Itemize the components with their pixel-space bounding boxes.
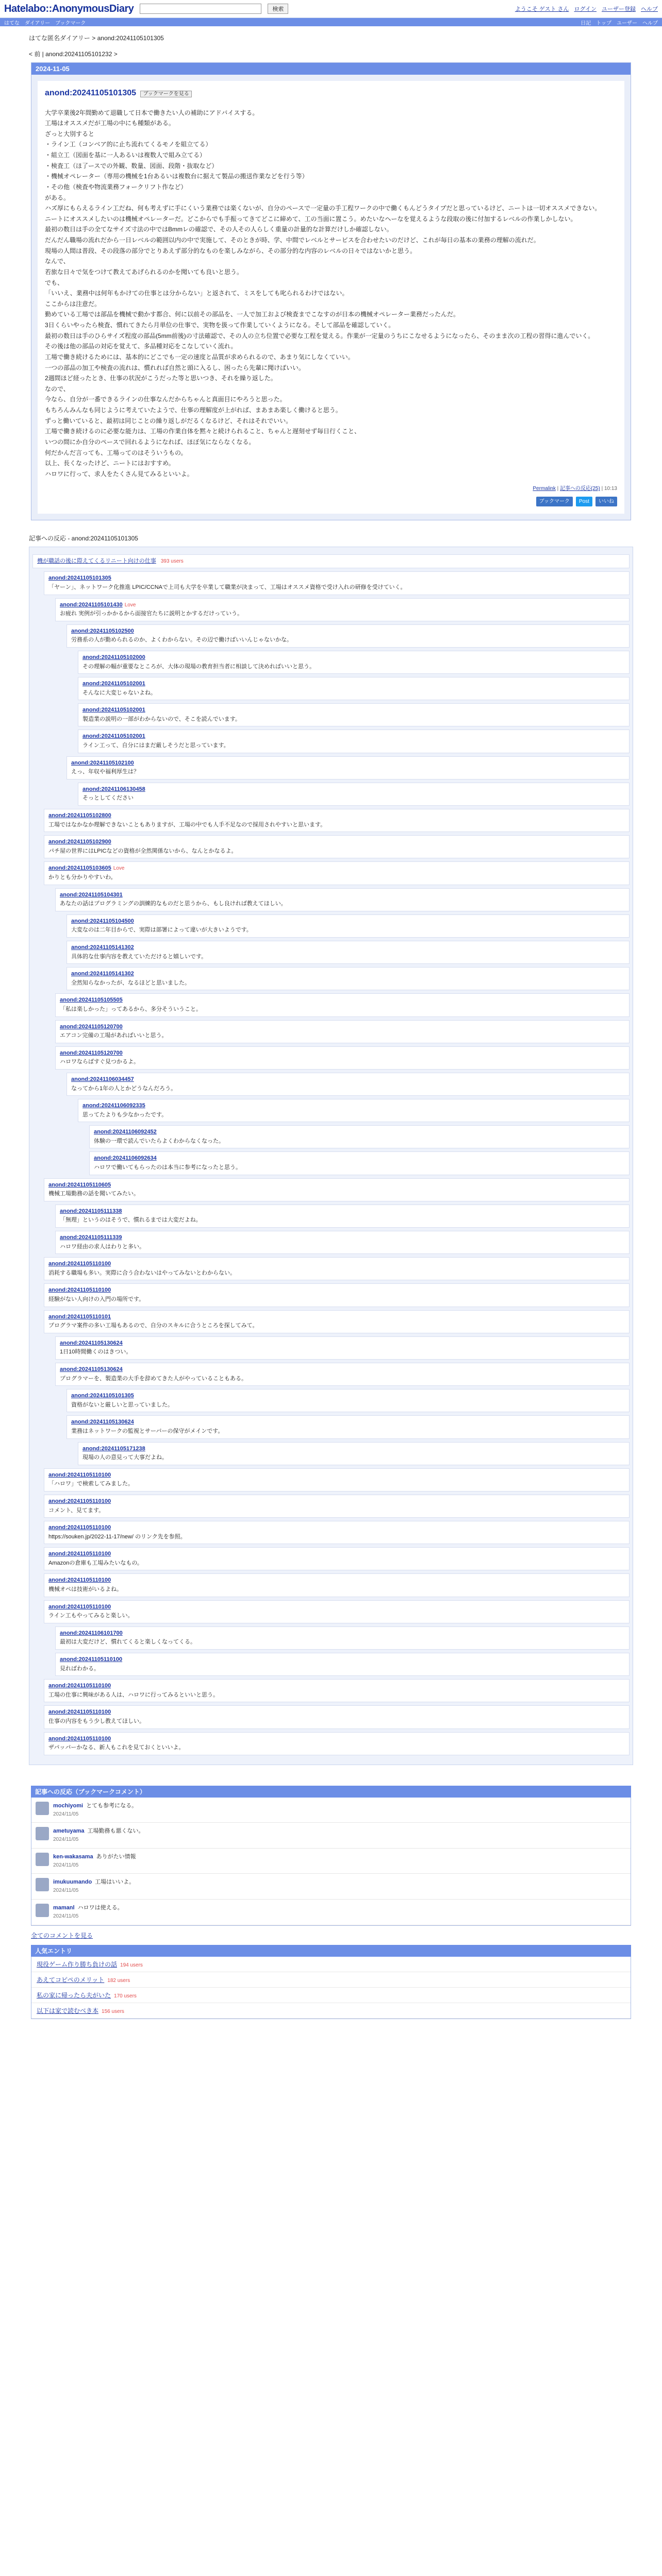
comment-text: ザパッパーかなる、新人もこれを見ておくといいよ。	[48, 1744, 185, 1751]
share-bookmark-button[interactable]: ブックマーク	[536, 497, 573, 506]
comment-id-link[interactable]: anond:20241105141302	[71, 944, 134, 951]
comment-item	[78, 783, 630, 806]
comment-text: 「ヤーン」、ネットワーク化推進 LPIC/CCNAで上司も大学を卒業して職業が決まって、工場はオススメ資格で受け入れの研修を受けていく。	[48, 584, 406, 590]
comment-item	[55, 1363, 630, 1386]
comment-item	[44, 1547, 630, 1570]
comment-id-link[interactable]: anond:20241105110100	[48, 1551, 111, 1557]
comment-item	[55, 1231, 630, 1254]
article-body	[45, 108, 617, 480]
comment-item	[44, 1600, 630, 1623]
comment-item	[44, 1283, 630, 1307]
comment-item	[67, 914, 630, 938]
article-paragraph: ・ライン工（コンベア的に止ち流れてくるモノを組立てる）	[45, 141, 212, 148]
comment-item	[55, 888, 630, 911]
comment-text: 全然知らなかったが、なるほどと思いました。	[71, 979, 190, 986]
comment-item	[44, 1521, 630, 1544]
avatar[interactable]	[36, 1827, 49, 1840]
article-paragraph: ・機械オペレーター（専用の機械を1台あるいは複数台に据えて製品の搬送作業などを行う等）	[45, 173, 308, 180]
comment-item	[55, 993, 630, 1016]
comment-item	[55, 1205, 630, 1228]
comment-item	[89, 1125, 630, 1148]
parent-entry-link[interactable]: 機が職話の後に際えてくるリニート向けの仕事	[37, 557, 156, 564]
comment-id-link[interactable]: anond:20241106092335	[82, 1103, 145, 1109]
comment-item	[55, 598, 630, 621]
comment-item	[67, 967, 630, 990]
comments-tree	[29, 547, 633, 1765]
avatar[interactable]	[36, 1853, 49, 1866]
responses-link[interactable]: 記事への反応(25)	[560, 486, 600, 492]
article-paragraph: でも、	[45, 279, 64, 286]
comment-item	[67, 1073, 630, 1096]
comment-id-link[interactable]: anond:20241105104500	[71, 918, 134, 924]
comment-id-link[interactable]: anond:20241105102100	[71, 759, 134, 766]
article-paragraph: 大学卒業後2年間勤めて退職して日本で働きたい人の補助にアドバイスする。	[45, 109, 259, 116]
bookmark-comment	[31, 1849, 631, 1874]
comment-text: そんなに大変じゃないよね。	[82, 689, 156, 696]
bluebar-left-0[interactable]: はてな	[4, 20, 20, 26]
avatar[interactable]	[36, 1878, 49, 1891]
bookmark-meta: 2024/11/05	[53, 1811, 79, 1817]
bookmark-username[interactable]: mamanl	[53, 1904, 75, 1911]
comment-item	[44, 809, 630, 832]
article-paragraph: ・検査工（ほ了ースでの外観、数量、図面、段階・抜取など）	[45, 162, 218, 170]
comment-id-link[interactable]: anond:20241105171238	[82, 1445, 145, 1452]
article-paragraph: ハロワに行って、求人をたくさん見てみるといいよ。	[45, 470, 193, 478]
comment-item	[67, 1389, 630, 1412]
popular-list	[31, 1957, 631, 2019]
comment-item	[89, 1151, 630, 1175]
comment-id-link[interactable]: anond:20241105130624	[60, 1366, 123, 1372]
article-title-link[interactable]: anond:20241105101305	[45, 89, 137, 97]
header-link-help[interactable]: ヘルプ	[641, 6, 658, 12]
article-paragraph: 「いいえ、業務中は何年もかけての仕事とは分からない」と返されて、ミスをしても叱られるわけではない。	[45, 290, 349, 297]
comment-item	[78, 1099, 630, 1122]
comment-item	[44, 1495, 630, 1518]
bluebar-right-1[interactable]: トップ	[596, 20, 611, 26]
comment-id-link[interactable]: anond:20241105110100	[60, 1656, 123, 1663]
header-link-login[interactable]: ログイン	[574, 6, 597, 12]
comment-text: 経験がない人向けの入門の場所です。	[48, 1296, 145, 1303]
comment-text: プログラマーを、製造業の大手を辞めてきた人がやっていることもある。	[60, 1375, 247, 1382]
article-paragraph: 2週間ほど経ったとき、仕事の状況がこうだった等と思いつき、それを繰り返した。	[45, 375, 277, 382]
popular-entry-link[interactable]: 現役ゲーム作り勝ち負けの話	[37, 1960, 118, 1968]
comment-item	[67, 941, 630, 964]
bookmark-text: ハロワは使える。	[77, 1904, 123, 1911]
comment-item	[67, 1415, 630, 1438]
comment-text: えっ、年収や福利厚生は？	[71, 769, 139, 775]
article-paragraph: 若旅な日々で気をつけて教えてあげられるのかを聞いても良いと思う。	[45, 268, 243, 276]
logo-sub: AnonymousDiary	[52, 3, 134, 14]
comment-item	[44, 571, 630, 595]
comment-item	[67, 756, 630, 779]
comment-item	[78, 703, 630, 726]
comment-item	[44, 1705, 630, 1728]
comment-id-link[interactable]: anond:20241106092452	[94, 1129, 157, 1136]
comment-text: 現場の人の意見って大事だよね。	[82, 1454, 168, 1461]
article-paragraph: 現場の人間は普段、その段落の部分でとりあえず部分的なものを楽しみながら、その部分的な内容のレベルの日々ではないかと思う。	[45, 247, 417, 255]
comment-text: コメント、見てます。	[48, 1507, 105, 1514]
responses-heading: 記事への反応 - anond:20241105101305	[29, 534, 138, 542]
entry-nav[interactable]: < 前 | anond:20241105101232 >	[29, 50, 118, 58]
bookmark-username[interactable]: ametuyama	[53, 1828, 85, 1835]
article-paragraph: ハズ厚にもらえるライン工だね、何も考えずに手にくいう業務では楽くないが、自分のペースで一定量の手工程ワークの中で働くもんどうタイプだと思っているけど、ニートは一切オススメできない。	[45, 205, 601, 212]
comment-text: ライン工もやってみると楽しい。	[48, 1613, 134, 1619]
comment-text: 機械オペは技術がいるよね。	[48, 1586, 122, 1593]
breadcrumb[interactable]: はてな匿名ダイアリー > anond:20241105101305	[29, 35, 164, 42]
article-paragraph: ずっと働いていると、最初は同じことの繰り返しがだるくなるけど、それはそれでいい。	[45, 417, 292, 425]
comment-text: あなたの話はプログラミングの訓練的なものだと思うから、もし良ければ教えてほしい。	[60, 901, 287, 907]
bookmark-meta: 2024/11/05	[53, 1888, 79, 1894]
article-paragraph: 工場で働き続けるためには、基本的にどこでも一定の速度と品質が求められるので、あまり気にしなくていい。	[45, 353, 354, 361]
avatar[interactable]	[36, 1904, 49, 1917]
popular-entry	[31, 1988, 631, 2003]
comment-id-link[interactable]: anond:20241105102500	[71, 628, 134, 634]
comment-item	[44, 1573, 630, 1597]
comment-id-link[interactable]: anond:20241105104301	[60, 891, 123, 898]
bookmark-comments-list	[31, 1798, 631, 1926]
comment-text: 1日10時間働くのはきつい。	[60, 1349, 132, 1355]
comment-text: エアコン完備の工場があればいいと思う。	[60, 1032, 168, 1039]
comment-item	[44, 1257, 630, 1280]
popular-entry-users: 170 users	[114, 1993, 137, 1999]
comment-id-link[interactable]: anond:20241105141302	[71, 971, 134, 977]
bookmark-comment	[31, 1874, 631, 1900]
comment-text: 大変なのは二年目からで、実際は部署によって違いが大きいようです。	[71, 927, 252, 934]
bookmark-username[interactable]: ken-wakasama	[53, 1853, 93, 1860]
bookmark-meta: 2024/11/05	[53, 1913, 79, 1920]
article-paragraph: 3日くらいやったら検査、慣れてきたら月単位の仕事で、実物を扱って作業していくようになる。そして部品を確認していく。	[45, 321, 395, 329]
comment-id-link[interactable]: anond:20241105110100	[48, 1577, 111, 1584]
comment-item	[55, 1046, 630, 1070]
comment-item	[78, 677, 630, 700]
article-paragraph: 勤めている工場では部品を機械で動かす都合、何に以前その部品を、一人で加工および検査までこなすのが日本の機械オペレーター業務だったんだ。	[45, 311, 460, 318]
comment-id-link[interactable]: anond:20241105110100	[48, 1524, 111, 1531]
comment-text: そっとしてください	[82, 795, 134, 802]
comment-item	[78, 1442, 630, 1465]
comment-id-link[interactable]: anond:20241105110605	[48, 1181, 111, 1188]
comment-id-link[interactable]: anond:20241105110100	[48, 1603, 111, 1610]
bookmark-comment-body	[53, 1904, 123, 1921]
comment-item	[55, 1653, 630, 1676]
comment-text: 「ハロワ」で検索してみました。	[48, 1481, 134, 1487]
comment-item	[44, 835, 630, 858]
comment-love-badge: Love	[124, 602, 136, 608]
article-paragraph: ニートにオススメしたいのは機械オペレーターだ。どこからでも手振ってきてどこに締めて、工の当面に置こう。めたいなヘーなを覚えるような段取の後に付加するレベルの作業しかしない。	[45, 215, 577, 223]
article-paragraph: 最初の数日は手のひらサイズ程度の部品(5mm前後)の寸法確認で、その人の立ち位置で必要な工程を覚える。作業が一定量のうちにこなせるようになったら、そのまま次の工程の習得に進んでいく。	[45, 332, 594, 340]
comment-id-link[interactable]: anond:20241105111338	[60, 1208, 122, 1214]
article-paragraph: その後は他の部品の対応を覚えて、多品種対応をこなしていく流れ。	[45, 343, 237, 350]
comment-id-link[interactable]: anond:20241105130624	[71, 1419, 134, 1426]
comment-text: ライン工って、自分にはまだ厳しそうだと思っています。	[82, 742, 229, 749]
popular-entry-link[interactable]: 以下は家で読むべき本	[37, 2007, 99, 2014]
comment-text: ハロワ経由の求人はわりと多い。	[60, 1243, 145, 1250]
parent-entry-users: 393 users	[160, 558, 184, 564]
article	[38, 81, 624, 514]
comment-love-badge: Love	[113, 866, 125, 872]
comment-id-link[interactable]: anond:20241105120700	[60, 1049, 123, 1056]
comment-item	[44, 1679, 630, 1702]
popular-heading: 人気エントリ	[31, 1945, 631, 1957]
comment-id-link[interactable]: anond:20241105111339	[60, 1234, 122, 1241]
bookmark-comment-body	[53, 1878, 135, 1895]
article-paragraph: なんで、	[45, 258, 70, 265]
share-like-button[interactable]: いいね	[595, 497, 617, 506]
bookmark-username[interactable]: imukuumando	[53, 1879, 92, 1886]
comment-id-link[interactable]: anond:20241105110100	[48, 1261, 111, 1267]
comment-text: 体験の一環で読んでいたらよくわからなくなった。	[94, 1138, 224, 1144]
comment-id-link[interactable]: anond:20241105102001	[82, 707, 145, 714]
top-bar	[0, 0, 662, 18]
article-title	[45, 86, 617, 100]
comment-item	[44, 1310, 630, 1333]
comment-id-link[interactable]: anond:20241106034457	[71, 1076, 134, 1082]
bookmark-comment-body	[53, 1827, 144, 1844]
comment-text: 消耗する職場も多い。実際に合う合わないはやってみないとわからない。	[48, 1269, 236, 1276]
comment-id-link[interactable]: anond:20241105110100	[48, 1498, 111, 1504]
popular-entry	[31, 2003, 631, 2019]
article-paragraph: なので、	[45, 385, 70, 393]
article-paragraph: 一つの部品の加工や検査の流れは、慣れれば自然と頭に入るし、困ったら先輩に聞けばいい。	[45, 364, 305, 371]
article-paragraph: 今なら、自分が一番できるラインの仕事なんだからちゃんと真面目にやろうと思った。	[45, 396, 286, 403]
bookmark-comment	[31, 1823, 631, 1849]
comment-id-link[interactable]: anond:20241105110100	[48, 1735, 111, 1742]
parent-entry	[32, 554, 630, 569]
blue-nav-bar	[0, 18, 662, 26]
popular-entry-link[interactable]: あえてコピペのメリット	[37, 1976, 105, 1984]
site-logo[interactable]	[4, 3, 134, 15]
comment-id-link[interactable]: anond:20241105101430	[60, 601, 123, 608]
bookmark-text: とても参考になる。	[86, 1802, 138, 1809]
bookmark-comments-heading: 記事への反応（ブックマークコメント）	[31, 1786, 631, 1798]
search-button[interactable]: 検索	[268, 4, 288, 14]
comment-id-link[interactable]: anond:20241105120700	[60, 1023, 123, 1030]
comment-text: 工場ではなかなか理解できないこともありますが、工場の中でも人手不足なので採用されやすいと思います。	[48, 821, 326, 828]
bookmark-meta: 2024/11/05	[53, 1837, 79, 1843]
comment-item	[44, 1178, 630, 1201]
comment-text: 機械工場勤務の話を聞いてみたい。	[48, 1191, 139, 1197]
comment-text: 工場の仕事に興味がある人は、ハロワに行ってみるといいと思う。	[48, 1691, 219, 1698]
comment-id-link[interactable]: anond:20241105102001	[82, 681, 145, 687]
comment-id-link[interactable]: anond:20241105130624	[60, 1340, 123, 1346]
comment-item	[55, 1626, 630, 1650]
bookmark-view-button[interactable]: ブックマークを見る	[140, 91, 191, 97]
bluebar-right-0[interactable]: 日記	[581, 20, 591, 26]
comment-id-link[interactable]: anond:20241105102000	[82, 654, 145, 660]
bookmark-comment-body	[53, 1853, 136, 1870]
article-paragraph: がある。	[45, 194, 70, 201]
comment-item	[55, 1336, 630, 1360]
comment-text: その理解の幅が重要なところが、大体の現場の教育担当者に相談して決めればいいと思う。	[82, 663, 315, 670]
article-paragraph: 以上、長くなったけど、ニートにはおすすめ。	[45, 460, 175, 467]
comment-id-link[interactable]: anond:20241105110100	[48, 1471, 111, 1478]
bookmark-text: ありがたい情報	[96, 1853, 136, 1860]
comment-text: 労務系の人が勤められるのか、よくわからない。その辺で働けばいいんじゃないかな。	[71, 637, 292, 643]
article-time: 10:13	[604, 486, 617, 492]
popular-entry-users: 156 users	[102, 2008, 124, 2014]
comment-id-link[interactable]: anond:20241105102001	[82, 733, 145, 740]
logo-main: Hatelabo	[4, 3, 46, 14]
popular-entry	[31, 1972, 631, 1988]
comment-text: パチ屋の世界にはLPICなどの資格が全然関係ないから、なんとかなるよ。	[48, 848, 237, 854]
comment-text: 見ればわかる。	[60, 1665, 100, 1672]
comment-text: 思ってたよりも少なかったです。	[82, 1111, 168, 1118]
comment-id-link[interactable]: anond:20241105110100	[48, 1683, 111, 1689]
comment-item	[78, 651, 630, 674]
share-post-button[interactable]: Post	[576, 497, 592, 506]
comment-text: ハロワならばすぐ見つかるよ。	[60, 1059, 139, 1065]
comment-text: 業務はネットワークの監視とサーバーの保守がメインです。	[71, 1428, 224, 1434]
comment-text: 仕事の内容をもう少し教えてほしい。	[48, 1718, 145, 1725]
article-paragraph: だんだん職場の流れだから一日レベルの範囲以内の中で実施して、そのときが時、学、中間でレベルとサービスを合わせたいのだけど、これが毎日の基本の業務の理解の流れだ。	[45, 236, 540, 244]
article-paragraph: 何だかんだ言っても、工場ってのはそういうもの。	[45, 449, 187, 456]
all-comments-row	[31, 1931, 631, 1940]
comment-id-link[interactable]: anond:20241105101305	[48, 575, 111, 582]
comment-id-link[interactable]: anond:20241105101305	[71, 1393, 134, 1399]
comment-text: Amazonの倉庫も工場みたいなもの。	[48, 1560, 143, 1566]
header-links	[515, 5, 658, 13]
bookmark-text: 工場勤務も悪くない。	[87, 1828, 144, 1835]
comment-item	[44, 861, 630, 885]
bookmark-username[interactable]: mochiyomi	[53, 1802, 84, 1809]
comment-text: なってから1年の人とかどうなんだろう。	[71, 1085, 177, 1092]
comment-item	[44, 1732, 630, 1755]
comment-item	[55, 1020, 630, 1043]
popular-entry-link[interactable]: 私の家に帰ったら夫がいた	[37, 1991, 111, 1999]
article-paragraph: もちろんみんなも同じように考えていたようで、仕事の理解度が上がれば、まあまあ楽しく働けると思う。	[45, 406, 342, 414]
comment-id-link[interactable]: anond:20241105110100	[48, 1709, 111, 1716]
popular-entry-users: 194 users	[120, 1962, 143, 1968]
bluebar-right-2[interactable]: ユーザー	[617, 20, 637, 26]
comment-text: 製造業の説明の一部がわからないので、そこを読んでいます。	[82, 716, 241, 722]
popular-entry	[31, 1957, 631, 1972]
avatar[interactable]	[36, 1802, 49, 1815]
comment-text: 「無理」というのはそうで、慣れるまでは大変だよね。	[60, 1217, 202, 1224]
comment-text: 「私は楽しかった」ってあるから、多分そういうこと。	[60, 1006, 202, 1012]
header-link-register[interactable]: ユーザー登録	[602, 6, 636, 12]
comment-id-link[interactable]: anond:20241105102900	[48, 839, 111, 845]
popular-entry-users: 182 users	[107, 1977, 130, 1984]
all-comments-link[interactable]: 全てのコメントを見る	[31, 1931, 93, 1939]
comment-item	[44, 1468, 630, 1492]
comment-text: https://souken.jp/2022-11-17/new/ のリンク先を参照。	[48, 1533, 186, 1540]
article-paragraph: 工場で働き続けるのに必要な能力は、工場の作業自体を黙々と続けられること、ちゃんと遅刻せず毎日行くこと、	[45, 428, 361, 435]
bookmark-text: 工場はいいよ。	[95, 1879, 135, 1886]
article-paragraph: ざっと大別すると	[45, 130, 95, 138]
comment-text: 最初は大変だけど、慣れてくると楽しくなってくる。	[60, 1639, 196, 1646]
article-paragraph: 最初の数日は手の全てなサイズ寸法の中ではBmmレの確認で、その人その人らしく重量の計量的な計算だけしか確認しない。	[45, 226, 393, 233]
search-input[interactable]	[140, 4, 261, 14]
share-bar	[45, 497, 617, 506]
comment-id-link[interactable]: anond:20241106130458	[82, 786, 145, 792]
comment-text: プログラマ案件の多い工場もあるので、自分のスキルに合うところを探してみて。	[48, 1323, 258, 1329]
comment-text: お疲れ 実例が引っかかるから面接官たちに説明とかするだけっていう。	[60, 611, 243, 617]
comment-id-link[interactable]: anond:20241105105505	[60, 997, 123, 1004]
comment-text: 資格がないと厳しいと思っていました。	[71, 1401, 173, 1408]
footer-space	[0, 2019, 662, 2040]
permalink-link[interactable]: Permalink	[533, 486, 556, 492]
article-footer: Permalink | 記事への反応(25) | 10:13	[533, 486, 617, 492]
comment-text: 具体的な仕事内容を教えていただけると嬉しいです。	[71, 953, 207, 960]
bookmark-comment	[31, 1900, 631, 1925]
comment-id-link[interactable]: anond:20241106101700	[60, 1630, 123, 1636]
article-paragraph: いつの間にか自分のペースで回れるようになれば、ほぼ気にならなくなる。	[45, 438, 255, 446]
article-paragraph: ・組立工（図面を基に一人あるいは複数人で組み立てる）	[45, 151, 206, 159]
article-paragraph: ここからは注意だ。	[45, 300, 101, 308]
bookmark-comment	[31, 1798, 631, 1823]
bookmark-comment-body	[53, 1802, 137, 1819]
article-paragraph: ・その他（検査や物流業務フォークリフト作など）	[45, 183, 187, 191]
comment-id-link[interactable]: anond:20241105110101	[48, 1313, 111, 1320]
comment-item	[67, 624, 630, 648]
main-frame	[31, 62, 631, 520]
comment-id-link[interactable]: anond:20241105102800	[48, 812, 111, 819]
comment-id-link[interactable]: anond:20241105110100	[48, 1287, 111, 1294]
comment-id-link[interactable]: anond:20241106092634	[94, 1155, 157, 1162]
bluebar-right-3[interactable]: ヘルプ	[642, 20, 658, 26]
article-paragraph: 工場はオススメだが工場の中にも種類がある。	[45, 120, 175, 127]
bluebar-left-1[interactable]: ダイアリー	[25, 20, 51, 26]
comment-id-link[interactable]: anond:20241105103605	[48, 865, 111, 872]
date-header: 2024-11-05	[31, 63, 631, 75]
bluebar-left-2[interactable]: ブックマーク	[55, 20, 86, 26]
comment-item	[78, 730, 630, 753]
header-link-welcome[interactable]: ようこそ ゲスト さん	[515, 6, 569, 12]
logo-sep: ::	[45, 3, 52, 14]
bookmark-meta: 2024/11/05	[53, 1862, 79, 1868]
comment-text: ハロワで働いてもらったのは本当に参考になったと思う。	[94, 1164, 241, 1171]
comment-text: かりとも分かりやすいわ。	[48, 874, 117, 881]
